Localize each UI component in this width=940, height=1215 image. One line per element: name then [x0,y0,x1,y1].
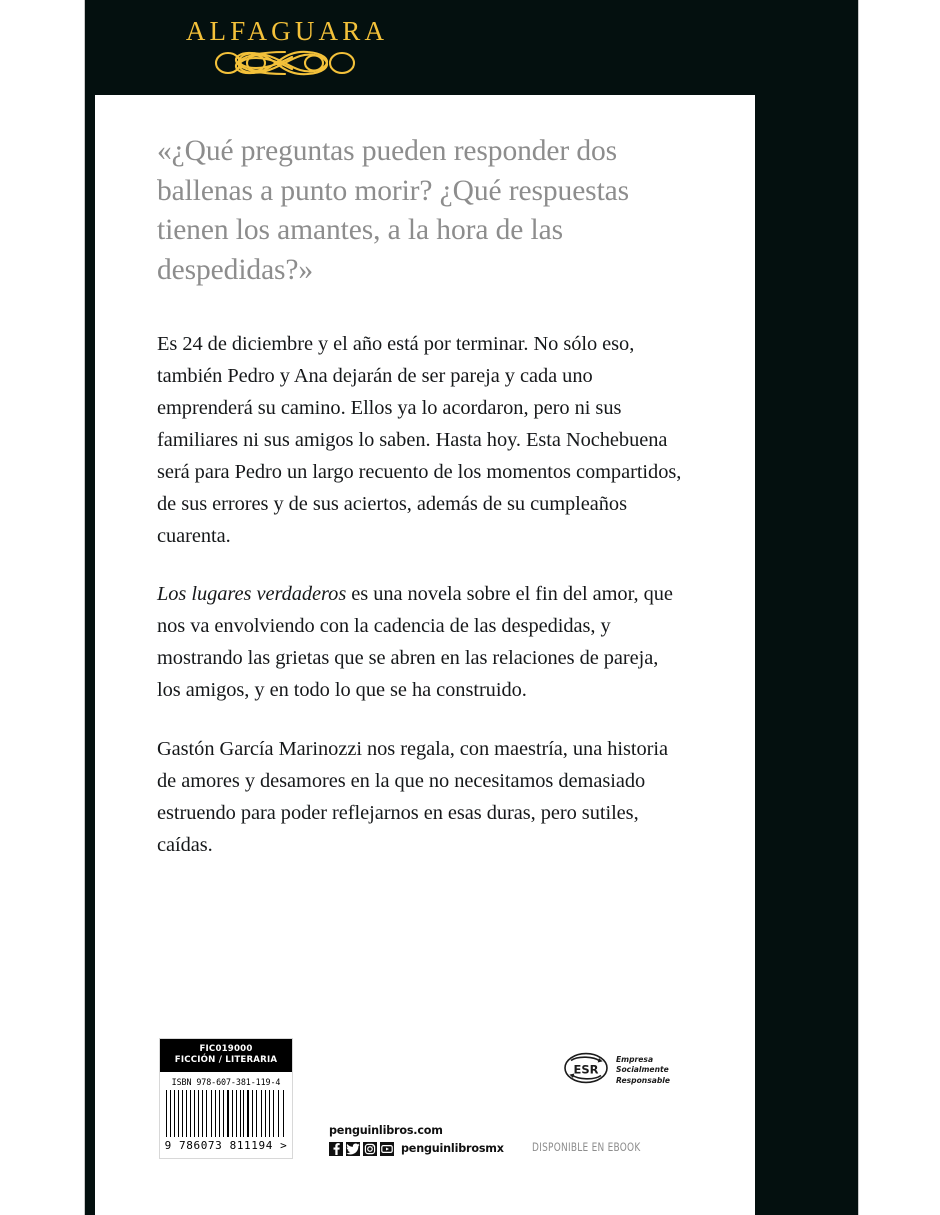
blurb-paragraph-2 [157,579,684,707]
publisher-logo-band [85,0,858,95]
back-cover-text-panel [95,95,755,1215]
esr-logo [562,1051,670,1090]
alfaguara-knot-icon [160,46,410,80]
barcode-bars [160,1090,292,1137]
social-icon-row [329,1142,559,1156]
bisac-code: FIC019000 [199,1044,253,1054]
twitter-icon[interactable] [346,1142,360,1156]
blurb-body [157,329,684,862]
penguinlibros-block [329,1124,559,1156]
book-title-italic: Los lugares verdaderos [157,583,347,606]
book-back-cover [85,0,858,1215]
barcode-block [159,1038,293,1159]
page-edge-right [858,0,859,1215]
esr-label [616,1055,670,1086]
youtube-icon[interactable] [380,1142,394,1156]
esr-line-2: Socialmente [616,1065,669,1075]
ebook-availability-note: DISPONIBLE EN EBOOK [532,1140,641,1154]
penguinlibros-handle[interactable]: penguinlibrosmx [401,1142,504,1156]
esr-line-1: Empresa [616,1055,654,1065]
blurb-paragraph-3: Gastón García Marinozzi nos regala, con maestría, una historia de amores y desamores en la que no necesitamos demasiado estruendo para poder reflejarnos en esas duras, pero sutiles, caídas. [157,738,669,856]
publisher-logo [160,18,410,80]
bisac-header [160,1039,292,1072]
back-cover-footer [157,1038,757,1178]
instagram-icon[interactable] [363,1142,377,1156]
esr-mark-icon [562,1051,610,1090]
bisac-category: FICCIÓN / LITERARIA [174,1055,278,1066]
esr-line-3: Responsable [616,1075,671,1085]
svg-text:ESR: ESR [573,1062,599,1077]
blurb-paragraph-2-rest: es una novela sobre el fin del amor, que nos va envolviendo con la cadencia de las despedidas, y mostrando las grietas que se abren en las relaciones de pareja, los amigos, y en todo lo que se ha construido. [157,583,673,702]
penguinlibros-url[interactable]: penguinlibros.com [329,1124,443,1137]
publisher-wordmark: ALFAGUARA [185,16,389,46]
facebook-icon[interactable] [329,1142,343,1156]
pull-quote: «¿Qué preguntas pueden responder dos ballenas a punto morir? ¿Qué respuestas tienen los amantes, a la hora de las despedidas?» [157,135,630,287]
ean-digits: 9 786073 811194 > [164,1138,288,1152]
blurb-paragraph-1: Es 24 de diciembre y el año está por terminar. No sólo eso, también Pedro y Ana dejarán de ser pareja y cada uno emprenderá su camino. Ellos ya lo acordaron, pero ni sus familiares ni sus amigos lo saben. Hasta hoy. Esta Nochebuena será para Pedro un largo recuento de los momentos compartidos, de sus errores y de sus aciertos, además de su cumpleaños cuarenta. [157,333,682,547]
isbn-text: ISBN 978-607-381-119-4 [171,1076,281,1087]
